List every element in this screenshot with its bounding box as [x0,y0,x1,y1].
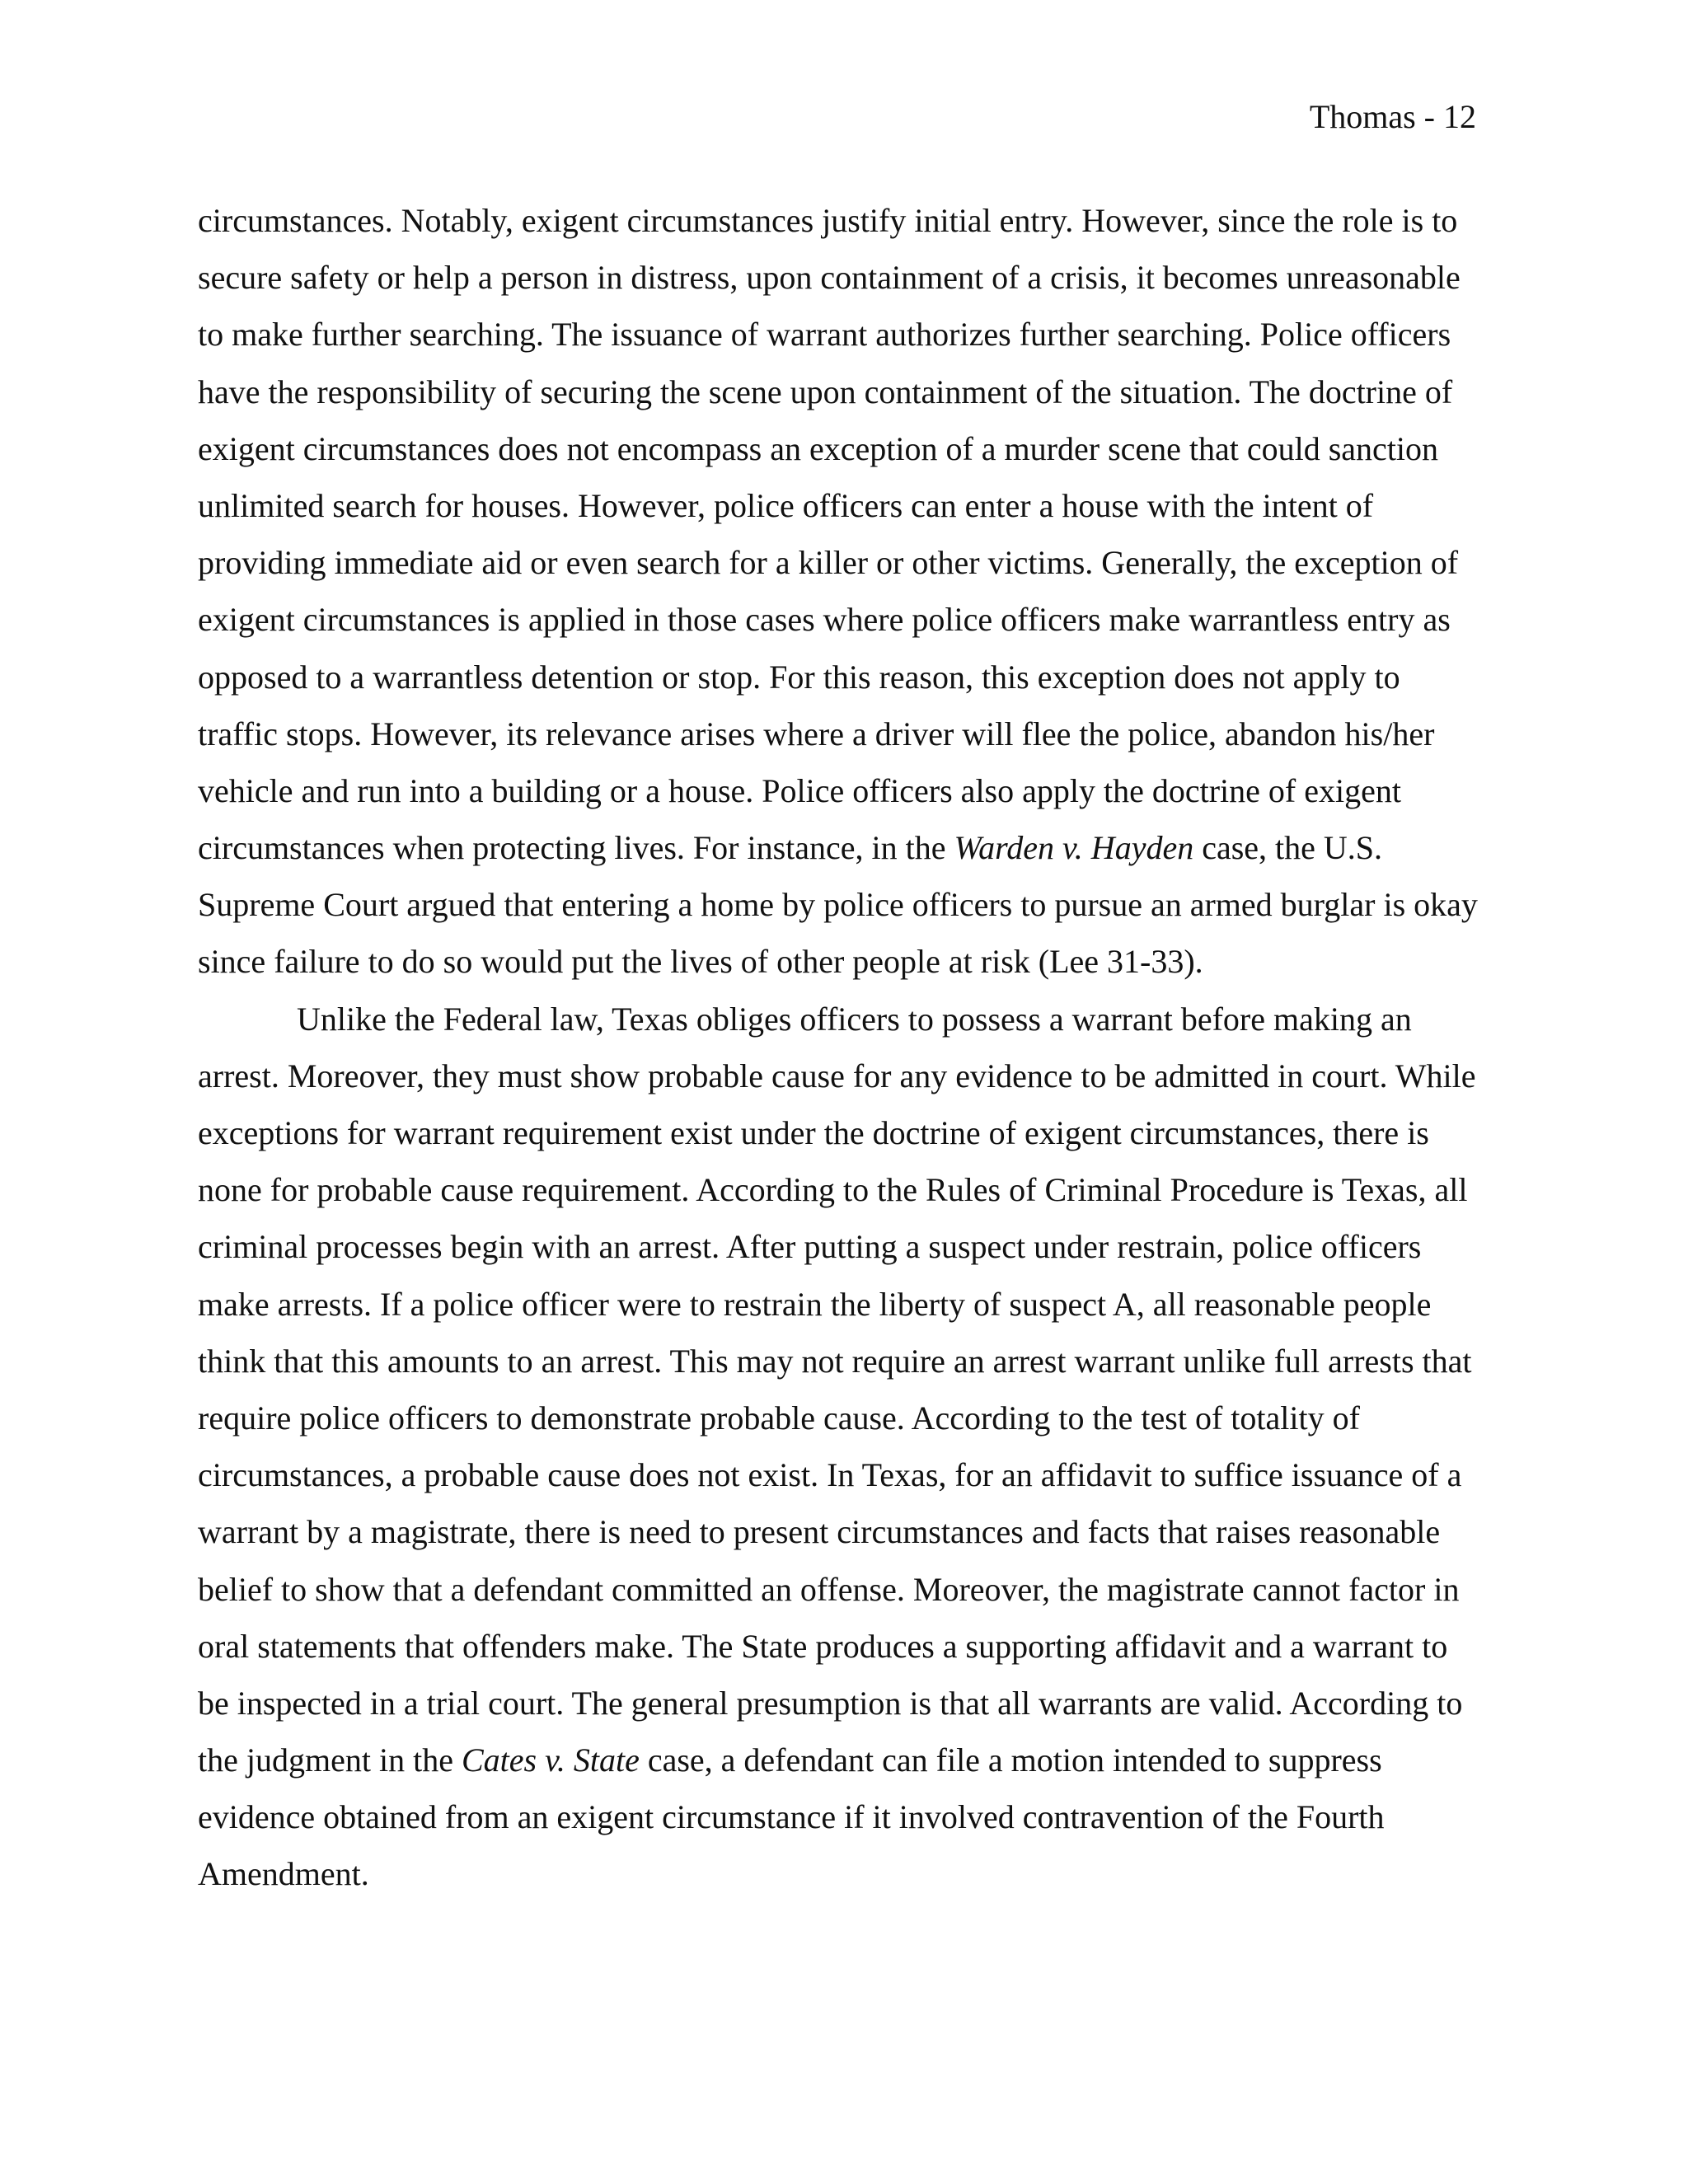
text-line [198,1503,1482,1560]
text-line [198,306,1482,363]
text-segment: exceptions for warrant requirement exist under the doctrine of exigent circumstances, there is [198,1114,1429,1151]
text-segment: circumstances when protecting lives. For instance, in the [198,829,954,867]
text-line [198,1845,1482,1902]
text-segment: evidence obtained from an exigent circumstance if it involved contravention of the Fourth [198,1798,1385,1836]
text-segment: require police officers to demonstrate probable cause. According to the test of totality of [198,1399,1360,1436]
text-segment: think that this amounts to an arrest. This may not require an arrest warrant unlike full arrests that [198,1342,1472,1380]
text-segment: providing immediate aid or even search for a killer or other victims. Generally, the exception of [198,544,1459,582]
text-line [198,1161,1482,1218]
text-segment: none for probable cause requirement. According to the Rules of Criminal Procedure is Texas, all [198,1171,1468,1209]
text-line [198,363,1482,420]
text-line [198,1333,1482,1390]
text-line [198,477,1482,534]
text-line [198,819,1482,876]
text-segment: opposed to a warrantless detention or stop. For this reason, this exception does not apply to [198,658,1400,696]
text-line [198,933,1482,990]
text-line [198,591,1482,648]
text-line [198,1788,1482,1845]
case-citation: Warden v. Hayden [954,829,1194,867]
text-segment: belief to show that a defendant committed an offense. Moreover, the magistrate cannot factor in [198,1570,1460,1608]
text-segment: exigent circumstances does not encompass an exception of a murder scene that could sanction [198,429,1439,467]
text-line [198,1561,1482,1618]
paragraph [198,991,1482,1903]
text-line [198,249,1482,306]
text-segment: Supreme Court argued that entering a home by police officers to pursue an armed burglar is okay [198,886,1478,924]
case-citation: Cates v. State [461,1741,640,1779]
text-line [198,1618,1482,1675]
text-segment: have the responsibility of securing the scene upon containment of the situation. The doctrine of [198,373,1453,410]
text-segment: circumstances, a probable cause does not exist. In Texas, for an affidavit to suffice issuance of a [198,1456,1462,1494]
text-line [198,534,1482,591]
text-segment: unlimited search for houses. However, police officers can enter a house with the intent of [198,486,1374,524]
text-segment: case, a defendant can file a motion intended to suppress [639,1741,1382,1779]
text-line [198,1218,1482,1275]
text-segment: since failure to do so would put the lives of other people at risk (Lee 31-33). [198,943,1203,981]
text-line [198,705,1482,762]
text-segment: secure safety or help a person in distress, upon containment of a crisis, it becomes unreasonable [198,259,1461,297]
text-line [198,1047,1482,1104]
text-segment: circumstances. Notably, exigent circumstances justify initial entry. However, since the role is to [198,202,1458,239]
text-line [198,192,1482,249]
text-line [198,762,1482,819]
text-segment: case, the U.S. [1193,829,1383,867]
text-line [198,420,1482,477]
text-segment: criminal processes begin with an arrest. After putting a suspect under restrain, police officers [198,1228,1422,1266]
text-line [198,1732,1482,1788]
text-segment: Amendment. [198,1855,369,1893]
text-segment: make arrests. If a police officer were to restrain the liberty of suspect A, all reasonable people [198,1285,1432,1323]
text-segment: Unlike the Federal law, Texas obliges officers to possess a warrant before making an [297,1000,1412,1038]
text-line [198,1276,1482,1333]
text-line [198,1390,1482,1446]
text-segment: the judgment in the [198,1741,462,1779]
text-line [198,1104,1482,1161]
text-line [198,1446,1482,1503]
text-line [198,876,1482,933]
text-segment: be inspected in a trial court. The general presumption is that all warrants are valid. According to [198,1684,1463,1722]
text-segment: to make further searching. The issuance of warrant authorizes further searching. Police officers [198,316,1451,354]
text-segment: warrant by a magistrate, there is need to present circumstances and facts that raises reasonable [198,1513,1441,1551]
text-segment: exigent circumstances is applied in those cases where police officers make warrantless entry as [198,601,1451,639]
text-line [198,649,1482,705]
text-line [198,991,1482,1047]
text-segment: vehicle and run into a building or a house. Police officers also apply the doctrine of exigent [198,771,1401,809]
paragraph [198,192,1482,991]
text-segment: arrest. Moreover, they must show probable cause for any evidence to be admitted in court. While [198,1057,1476,1094]
running-head: Thomas - 12 [1309,98,1476,135]
text-segment: oral statements that offenders make. The State produces a supporting affidavit and a warrant to [198,1627,1448,1665]
text-line [198,1675,1482,1732]
text-segment: traffic stops. However, its relevance arises where a driver will flee the police, abandon his/her [198,715,1435,752]
document-body [198,192,1482,1903]
